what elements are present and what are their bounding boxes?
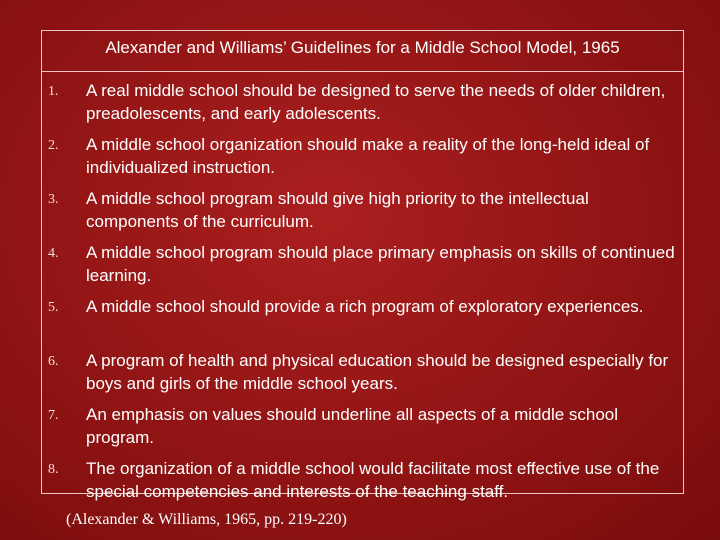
list-item	[48, 349, 680, 403]
list-item	[48, 403, 680, 457]
guidelines-list	[48, 79, 680, 511]
item-number: 6.	[48, 354, 59, 369]
item-text: An emphasis on values should underline all aspects of a middle school program.	[86, 405, 619, 447]
list-item	[48, 295, 680, 349]
item-text: A middle school program should place primary emphasis on skills of continued learning.	[86, 243, 675, 285]
list-item	[48, 79, 680, 133]
list-item	[48, 457, 680, 511]
item-number: 5.	[48, 300, 59, 315]
item-text: A program of health and physical education should be designed especially for boys and girls of the middle school years.	[86, 351, 669, 393]
list-item	[48, 133, 680, 187]
citation: (Alexander & Williams, 1965, pp. 219-220)	[66, 511, 347, 528]
item-number: 2.	[48, 138, 59, 153]
item-text: A middle school organization should make a reality of the long-held ideal of individualized instruction.	[86, 135, 650, 177]
item-text: The organization of a middle school would facilitate most effective use of the special competencies and interests of the teaching staff.	[86, 459, 660, 501]
item-text: A middle school should provide a rich program of exploratory experiences.	[86, 297, 644, 316]
item-number: 8.	[48, 462, 59, 477]
item-number: 4.	[48, 246, 59, 261]
list-item	[48, 241, 680, 295]
list-item	[48, 187, 680, 241]
item-number: 3.	[48, 192, 59, 207]
item-number: 7.	[48, 408, 59, 423]
item-text: A middle school program should give high priority to the intellectual components of the curriculum.	[86, 189, 589, 231]
item-number: 1.	[48, 84, 59, 99]
item-text: A real middle school should be designed to serve the needs of older children, preadolescents, and early adolescents.	[86, 81, 666, 123]
slide-title: Alexander and Williams’ Guidelines for a Middle School Model, 1965	[105, 38, 620, 57]
